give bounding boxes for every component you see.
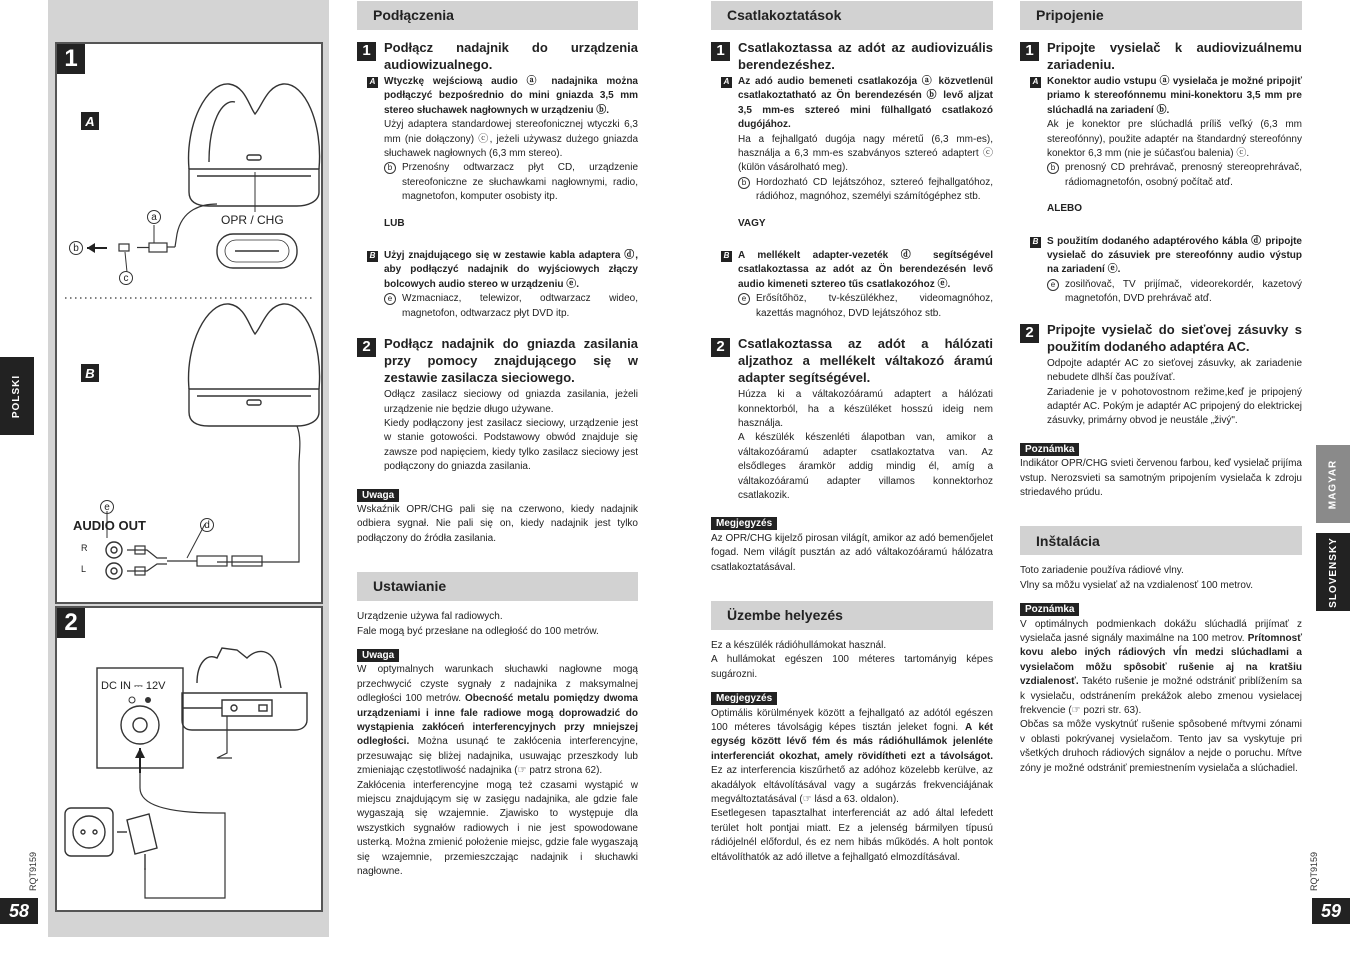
slovak-connections-heading: Pripojenie [1020, 1, 1302, 30]
hungarian-or: VAGY [738, 217, 766, 229]
sub-marker-b: B [1030, 237, 1041, 248]
hungarian-a-item [711, 176, 993, 205]
slovak-step2 [1020, 321, 1302, 355]
power-diagram [57, 608, 321, 910]
polish-setup-p2: Fale mogą być przesłane na odległość do 100 metrów. [357, 625, 599, 637]
slovak-step2-p1: Odpojte adaptér AC zo sieťovej zásuvky, ak zariadenie nebudete dlhší čas používať. [1047, 357, 1302, 384]
opr-chg-label: OPR / CHG [221, 213, 284, 227]
hungarian-setup-heading: Üzembe helyezés [711, 601, 993, 630]
slovak-note-text: Indikátor OPR/CHG svieti červenou farbou, keď vysielač prijíma vstup. Nerozsvieti sa samotným pripojením vysielača k zdroju striedavého prúdu. [1020, 458, 1302, 498]
slovak-b-bold: S použitím dodaného adaptérového kábla ⓓ pripojte vysielač do zásuviek pre stereofónny audio výstup na zariadení ⓔ. [1047, 235, 1302, 276]
hungarian-note2-p2: Esetlegesen tapasztalhat interferenciát az adó által lefedett terület holt pontjai miatt. Ez a jelenség bármilyen típusú rádiójelnél előfordul, és ez nem hibás működés. A holt pontok eltávolíthatók az adó illetve a fejhallgató elmozdításával. [711, 808, 993, 863]
slovak-note2-p2: Občas sa môže vyskytnúť rušenie spôsobené mŕtvymi zónami v oblasti pokrývanej vysielačom. Tento jav sa vyskytuje pri všetkých druhoch rádiových signálov a nejde o poruchu. Mŕtve zóny je možné odstrániť premiestnením vysielača a slúchadiel. [1020, 719, 1302, 774]
step-number-1: 1 [711, 42, 730, 61]
slovak-note2-p1-a: V optimálnych podmienkach dokážu slúchadlá prijímať z vysielača jasné signály maximálne na 100 metrov. [1020, 618, 1302, 644]
hungarian-step2-p1: Húzza ki a váltakozóáramú adaptert a hálózati konnektorból, ha a készüléket hosszú ideig nem használja. [738, 389, 993, 429]
slovak-b-item [1020, 278, 1302, 307]
hungarian-setup-p1: Ez a készülék rádióhullámokat használ. [711, 639, 887, 651]
hungarian-note2-tag: Megjegyzés [711, 692, 777, 705]
sub-marker-a: A [1030, 77, 1041, 88]
polish-connections-heading: Podłączenia [357, 1, 638, 30]
mark-b: b [738, 177, 750, 189]
hungarian-a-item-text: Hordozható CD lejátszóhoz, sztereó fejhallgatóhoz, rádióhoz, magnóhoz, személyi számítógéphez stb. [756, 176, 993, 203]
polish-sub-a [357, 75, 638, 118]
polish-step2 [357, 335, 638, 386]
language-tab-slovensky [1316, 533, 1350, 611]
polish-a-item-text: Przenośny odtwarzacz płyt CD, urządzenie stereofoniczne ze słuchawkami nagłownymi, radio, magnetofon, komputer osobisty itp. [402, 162, 638, 203]
mark-b: b [69, 241, 83, 255]
polish-sub-b [357, 249, 638, 292]
slovak-setup-p1: Toto zariadenie používa rádiové vlny. [1020, 565, 1184, 577]
language-tab-magyar [1316, 445, 1350, 523]
step-number-1: 1 [357, 42, 376, 61]
transmitter-b-illustration [189, 304, 320, 426]
slovak-sub-b [1020, 235, 1302, 278]
hungarian-a-bold: Az adó audio bemeneti csatlakozója ⓐ közvetlenül csatlakoztatható az Ön berendezésén ⓑ levő aljzat 3,5 mm-es sztereó mini fülhallgató csatlakozó dugójához. [738, 76, 993, 131]
doc-code-left: RQT9159 [28, 852, 38, 892]
language-tab-polski [0, 357, 34, 435]
hungarian-step1-title: Csatlakoztassa az adót az audiovizuális berendezéshez. [738, 40, 993, 72]
language-tab-label: SLOVENSKY [1327, 536, 1339, 608]
hungarian-note2-p1 [711, 707, 993, 808]
hungarian-step2 [711, 335, 993, 386]
mark-e: e [384, 293, 396, 305]
slovak-b-item-text: zosilňovač, TV prijímač, videorekordér, kazetový magnetofón, DVD prehrávač atď. [1065, 278, 1302, 305]
language-tab-label: MAGYAR [1327, 459, 1339, 509]
polish-step1 [357, 39, 638, 73]
jack-r-label: R [81, 543, 88, 553]
hungarian-sub-b [711, 249, 993, 292]
polish-note-tag: Uwaga [357, 489, 399, 502]
polish-b-item [357, 292, 638, 321]
polish-column [357, 1, 638, 879]
slovak-sub-a [1020, 75, 1302, 118]
polish-note2-p1-bold: Obecność metalu pomiędzy dwoma urządzeniami i inne fale radiowe mogą doprowadzić do wystąpienia zakłóceń interferencyjnych przy mniejszej odległości. [357, 693, 638, 748]
mark-c: c [119, 271, 133, 285]
slovak-a-item-text: prenosný CD prehrávač, prenosný stereoprehrávač, rádiomagnetofón, osobný počítač atď. [1065, 162, 1302, 188]
hungarian-column [711, 1, 993, 865]
hungarian-note2-p1-a: Optimális körülmények között a fejhallgató az adótól egészen 100 méteres távolságig képes tisztán jeleket fogni. [711, 707, 993, 733]
hungarian-b-bold: A mellékelt adapter-vezeték ⓓ segítségével csatlakoztassa az adót az Ön berendezésén levő audio kimeneti sztereo tűs csatlakozóhoz ⓔ. [738, 250, 993, 290]
mark-b: b [1047, 162, 1059, 174]
figure-sub-a: A [81, 112, 99, 130]
page-number-right: 59 [1312, 898, 1350, 924]
polish-note2-p1-c: Można usunąć te zakłócenia interferencyjne, przesuwając się bliżej nadajnika, usuwając przeszkody lub zmieniając częstotliwość nadajnika (☞ patrz strona 62). [357, 736, 638, 777]
jack-l-label: L [81, 564, 87, 574]
slovak-a-text: Ak je konektor pre slúchadlá príliš veľký (6,3 mm stereofónny), použite adaptér na štandardný stereofónny konektor 6,3 mm (nie je súčasťou balenia) ⓒ. [1047, 119, 1302, 160]
slovak-step1 [1020, 39, 1302, 73]
mark-e: e [738, 293, 750, 305]
figure-sub-b: B [81, 364, 99, 382]
polish-or: LUB [384, 217, 405, 229]
ac-adapter-illustration [117, 814, 157, 870]
polish-note2-p1 [357, 663, 638, 778]
step-number-2: 2 [711, 338, 730, 357]
polish-note2-tag: Uwaga [357, 649, 399, 662]
slovak-step2-p2: Zariadenie je v pohotovostnom režime,keď je pripojený adaptér AC. Pokým je adaptér AC pripojený do elektrickej zásuvky, primárny obvod je neustále „živý". [1047, 386, 1302, 427]
hungarian-setup-p2: A hullámokat egészen 100 méteres tartományig képes sugározni. [711, 654, 993, 680]
figure-step2-box [55, 606, 323, 912]
sub-marker-a: A [721, 77, 732, 88]
polish-note-text: Wskaźnik OPR/CHG pali się na czerwono, kiedy nadajnik odbiera sygnał. Nie pali się on, kiedy nadajnik jest tylko podłączony do źródła zasilania. [357, 503, 638, 544]
mark-a: a [147, 210, 161, 224]
hungarian-sub-a [711, 75, 993, 133]
mark-b: b [384, 162, 396, 174]
slovak-note2-p1-bold: Prítomnosť kovu alebo iných rádiových vĺn medzi slúchadlami a vysielačom môžu spôsobiť rušenie aj na kratšiu vzdialenosť. [1020, 632, 1302, 688]
hungarian-note-tag: Megjegyzés [711, 517, 777, 530]
polish-b-item-text: Wzmacniacz, telewizor, odtwarzacz wideo, magnetofon, odtwarzacz płyt DVD itp. [402, 293, 638, 319]
polish-step2-p2: Kiedy podłączony jest zasilacz sieciowy, urządzenie jest w stanie gotowości. Podstawowy obwód znajduje się zawsze pod napięciem, kiedy tylko zasilacz sieciowy jest podłączony do gniazda zasilania. [384, 417, 638, 473]
transmitter-a-illustration [189, 84, 320, 206]
hungarian-note2-p1-bold: A két egység között lévő fém és más rádióhullámok jelenléte interferenciát okozhat, amely rövidítheti ezt a távolságot. [711, 722, 994, 762]
figure-step1-box [55, 42, 323, 604]
figure-step2-number: 2 [57, 608, 85, 638]
slovak-step1-title: Pripojte vysielač k audiovizuálnemu zariadeniu. [1047, 40, 1302, 72]
audio-out-label: AUDIO OUT [73, 518, 146, 533]
step-number-2: 2 [1020, 324, 1039, 343]
sub-marker-b: B [367, 251, 378, 262]
figure-panel [48, 0, 329, 937]
polish-step2-p1: Odłącz zasilacz sieciowy od gniazda zasilania, jeżeli urządzenie nie będzie długo używane. [384, 389, 638, 415]
hungarian-step2-p2: A készülék készenléti álapotban van, amikor a váltakozóáramú adapter csatlakoztatva van. Az elsődleges áramkör addig mindig él, amíg a váltakozóáramú adapter villamos konnektorhoz csatlakozik. [738, 432, 993, 501]
polish-a-item [357, 161, 638, 204]
mark-e: e [1047, 279, 1059, 291]
polish-step2-title: Podłącz nadajnik do gniazda zasilania przy pomocy znajdującego się w zestawie zasilacza sieciowego. [384, 336, 638, 386]
transmitter-step2-illustration [182, 648, 307, 730]
step-number-1: 1 [1020, 42, 1039, 61]
polish-b-bold: Użyj znajdującego się w zestawie kabla adaptera ⓓ, aby podłączyć nadajnik do wyjściowych złączy bolcowych audio stereo w urządzeniu ⓔ. [384, 250, 638, 290]
audio-out-jacks-illustration [106, 542, 122, 579]
sub-marker-a: A [367, 77, 378, 88]
hungarian-b-item [711, 292, 993, 321]
hungarian-step1 [711, 39, 993, 73]
slovak-step2-title: Pripojte vysielač do sieťovej zásuvky s použitím dodaného adaptéra AC. [1047, 321, 1302, 354]
polish-step1-title: Podłącz nadajnik do urządzenia audiowizualnego. [384, 40, 638, 72]
dc-in-label: DC IN ⎓ 12V [101, 680, 166, 692]
slovak-setup-p2: Vlny sa môžu vysielať až na vzdialenosť 100 metrov. [1020, 579, 1253, 591]
wall-outlet-illustration [65, 808, 113, 856]
adapter-cable-illustration [127, 546, 262, 575]
slovak-note2-p1-c: Takéto rušenie je možné odstrániť priblížením sa k vysielaču, odstránením prekážok alebo zmenou vysielacej frekvencie (☞ pozri str. 63). [1020, 676, 1302, 716]
slovak-column [1020, 1, 1302, 776]
polish-setup-p1: Urządzenie używa fal radiowych. [357, 611, 503, 623]
polish-note2-p1-a: W optymalnych warunkach słuchawki nagłowne mogą przechwycić czyste sygnały z nadajnika z maksymalnej odległości 100 metrów. [357, 664, 638, 705]
polish-a-bold: Wtyczkę wejściową audio ⓐ nadajnika można podłączyć bezpośrednio do mini gniazda 3,5 mm stereo słuchawek nagłownych w urządzeniu ⓑ. [384, 76, 638, 116]
hungarian-connections-heading: Csatlakoztatások [711, 1, 993, 30]
slovak-or: ALEBO [1047, 203, 1082, 215]
polish-a-text: Użyj adaptera standardowej stereofonicznej wtyczki 6,3 mm (nie dołączony) ⓒ, jeżeli używasz dużego gniazda słuchawek nagłownych (6,3 mm stereo). [384, 119, 638, 160]
hungarian-note2-p1-c: Ez az interferencia kiszűrhető az adóhoz közelebb kerülve, az akadályok eltávolításával vagy a sugárzás frekvenciájának megváltoztatásával (☞ lásd a 63. oldalon). [711, 765, 993, 806]
slovak-note2-tag: Poznámka [1020, 603, 1079, 616]
doc-code-right: RQT9159 [1309, 852, 1319, 892]
slovak-setup-heading: Inštalácia [1020, 526, 1302, 555]
step-number-2: 2 [357, 338, 376, 357]
polish-setup-heading: Ustawianie [357, 572, 638, 601]
hungarian-a-text: Ha a fejhallgató dugója nagy méretű (6,3 mm-es), használja a 6,3 mm-es szabványos sztereó adaptert ⓒ (külön vásárolható meg). [738, 133, 993, 174]
hungarian-b-item-text: Erősítőhöz, tv-készülékhez, videomagnóhoz, kazettás magnóhoz, DVD lejátszóhoz stb. [756, 293, 993, 319]
slovak-a-item [1020, 161, 1302, 190]
language-tab-label: POLSKI [11, 374, 23, 418]
figure-step1-number: 1 [57, 44, 85, 74]
page-number-left: 58 [0, 898, 38, 924]
sub-marker-b: B [721, 251, 732, 262]
audio-plug-illustration [119, 243, 175, 252]
slovak-note2-p1 [1020, 618, 1302, 719]
mark-d: d [200, 518, 214, 532]
slovak-note-tag: Poznámka [1020, 443, 1079, 456]
polish-note2-p2: Zakłócenia interferencyjne mogą też czasami wystąpić w miejscu znajdującym się w zasięgu nadajnika, ale gdzie fale wygaszają się wzajemnie. Zjawisko to występuje dla wszystkich sygnałów radiowych i nie jest spowodowane usterką. Można zmienić położenie miejsc, gdzie fale wygaszają się wzajemnie, przemieszczając nadajnik i słuchawki nagłowne. [357, 779, 638, 878]
slovak-a-bold: Konektor audio vstupu ⓐ vysielača je možné pripojiť priamo k stereofónnemu mini-konektoru 3,5 mm pre slúchadlá na zariadení ⓑ. [1047, 76, 1302, 116]
mark-e: e [100, 500, 114, 514]
hungarian-note-text: Az OPR/CHG kijelző pirosan világít, amikor az adó bemenőjelet fogad. Nem világít pusztán az adó váltakozóáramú hálózatra csatlakoztatásával. [711, 532, 993, 573]
hungarian-step2-title: Csatlakoztassa az adót a hálózati aljzathoz a mellékelt váltakozó áramú adapter segítségével. [738, 336, 993, 386]
